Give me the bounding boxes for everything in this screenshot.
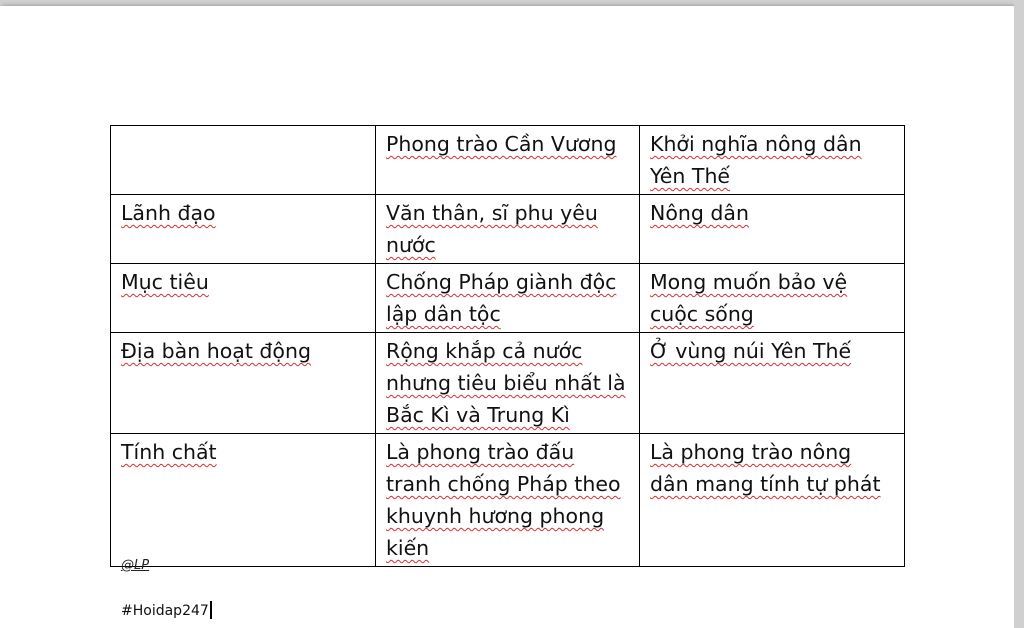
table-header-cell[interactable]: Khởi nghĩa nông dân Yên Thế: [640, 126, 905, 195]
table-cell[interactable]: Mục tiêu: [111, 264, 376, 333]
table-row: [111, 434, 905, 567]
hashtag-label: #Hoidap247: [121, 603, 209, 619]
table-cell[interactable]: Địa bàn hoạt động: [111, 333, 376, 434]
comparison-table: [110, 125, 905, 567]
table-cell[interactable]: Ở vùng núi Yên Thế: [640, 333, 905, 434]
window-right-edge: [1014, 0, 1024, 628]
document-page[interactable]: [0, 6, 1014, 628]
table-header-cell[interactable]: [111, 126, 376, 195]
text-cursor: [210, 601, 212, 619]
author-signature: @LP: [121, 558, 150, 573]
table-cell[interactable]: Lãnh đạo: [111, 195, 376, 264]
table-row: [111, 264, 905, 333]
hashtag-text[interactable]: [121, 601, 212, 619]
table-cell[interactable]: Chống Pháp giành độc lập dân tộc: [376, 264, 640, 333]
table-cell[interactable]: Là phong trào đấu tranh chống Pháp theo khuynh hương phong kiến: [376, 434, 640, 567]
table-cell[interactable]: Mong muốn bảo vệ cuộc sống: [640, 264, 905, 333]
table-header-cell[interactable]: Phong trào Cần Vương: [376, 126, 640, 195]
table-row: [111, 333, 905, 434]
table-header-row: [111, 126, 905, 195]
table-row: [111, 195, 905, 264]
table-cell[interactable]: Tính chất: [111, 434, 376, 567]
table-cell[interactable]: Rộng khắp cả nước nhưng tiêu biểu nhất là Bắc Kì và Trung Kì: [376, 333, 640, 434]
table-cell[interactable]: Là phong trào nông dân mang tính tự phát: [640, 434, 905, 567]
table-cell[interactable]: Nông dân: [640, 195, 905, 264]
table-cell[interactable]: Văn thân, sĩ phu yêu nước: [376, 195, 640, 264]
